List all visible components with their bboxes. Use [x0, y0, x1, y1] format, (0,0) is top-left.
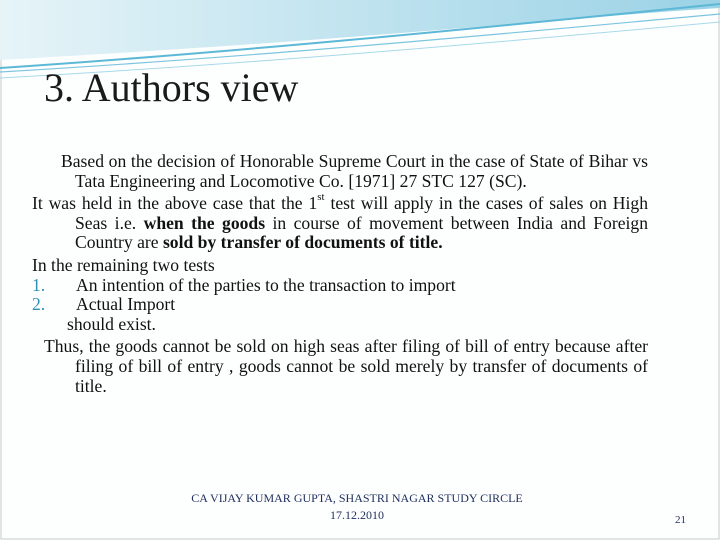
paragraph-decision: Based on the decision of Honorable Supreme Court in the case of State of Bihar vs Tata Engineering and Locomotive Co. [1971] 27 STC 127 (SC). [61, 151, 648, 191]
list-item [32, 276, 648, 296]
held-bold-1: when the goods [143, 212, 266, 233]
held-text-1: It was held in the above case that the 1 [32, 193, 318, 214]
footer-date: 17.12.2010 [330, 508, 384, 522]
slide-title: 3. Authors view [44, 65, 299, 110]
held-superscript: st [317, 191, 325, 204]
held-text-3: in course of movement between India and Foreign Country are [75, 212, 648, 253]
page-number: 21 [675, 514, 686, 526]
paragraph-conclusion: Thus, the goods cannot be sold on high seas after filing of bill of entry because after filing of bill of entry , goods cannot be sold merely by transfer of documents of title. [44, 336, 648, 396]
footer [120, 490, 594, 524]
paragraph-should-exist: should exist. [67, 313, 156, 334]
list-number: 1. [32, 274, 46, 295]
list-item [32, 295, 648, 315]
footer-author: CA VIJAY KUMAR GUPTA, SHASTRI NAGAR STUDY CIRCLE [191, 491, 523, 505]
list-text: An intention of the parties to the transaction to import [76, 274, 456, 295]
paragraph-held [32, 191, 648, 253]
list-number: 2. [32, 294, 46, 315]
paragraph-remaining: In the remaining two tests [32, 254, 215, 275]
held-text-2: test will apply in the cases of sales on High Seas i.e. [75, 193, 648, 233]
list-text: Actual Import [76, 294, 176, 315]
held-bold-2: sold by transfer of documents of title. [162, 232, 443, 253]
slide-body [32, 152, 648, 396]
